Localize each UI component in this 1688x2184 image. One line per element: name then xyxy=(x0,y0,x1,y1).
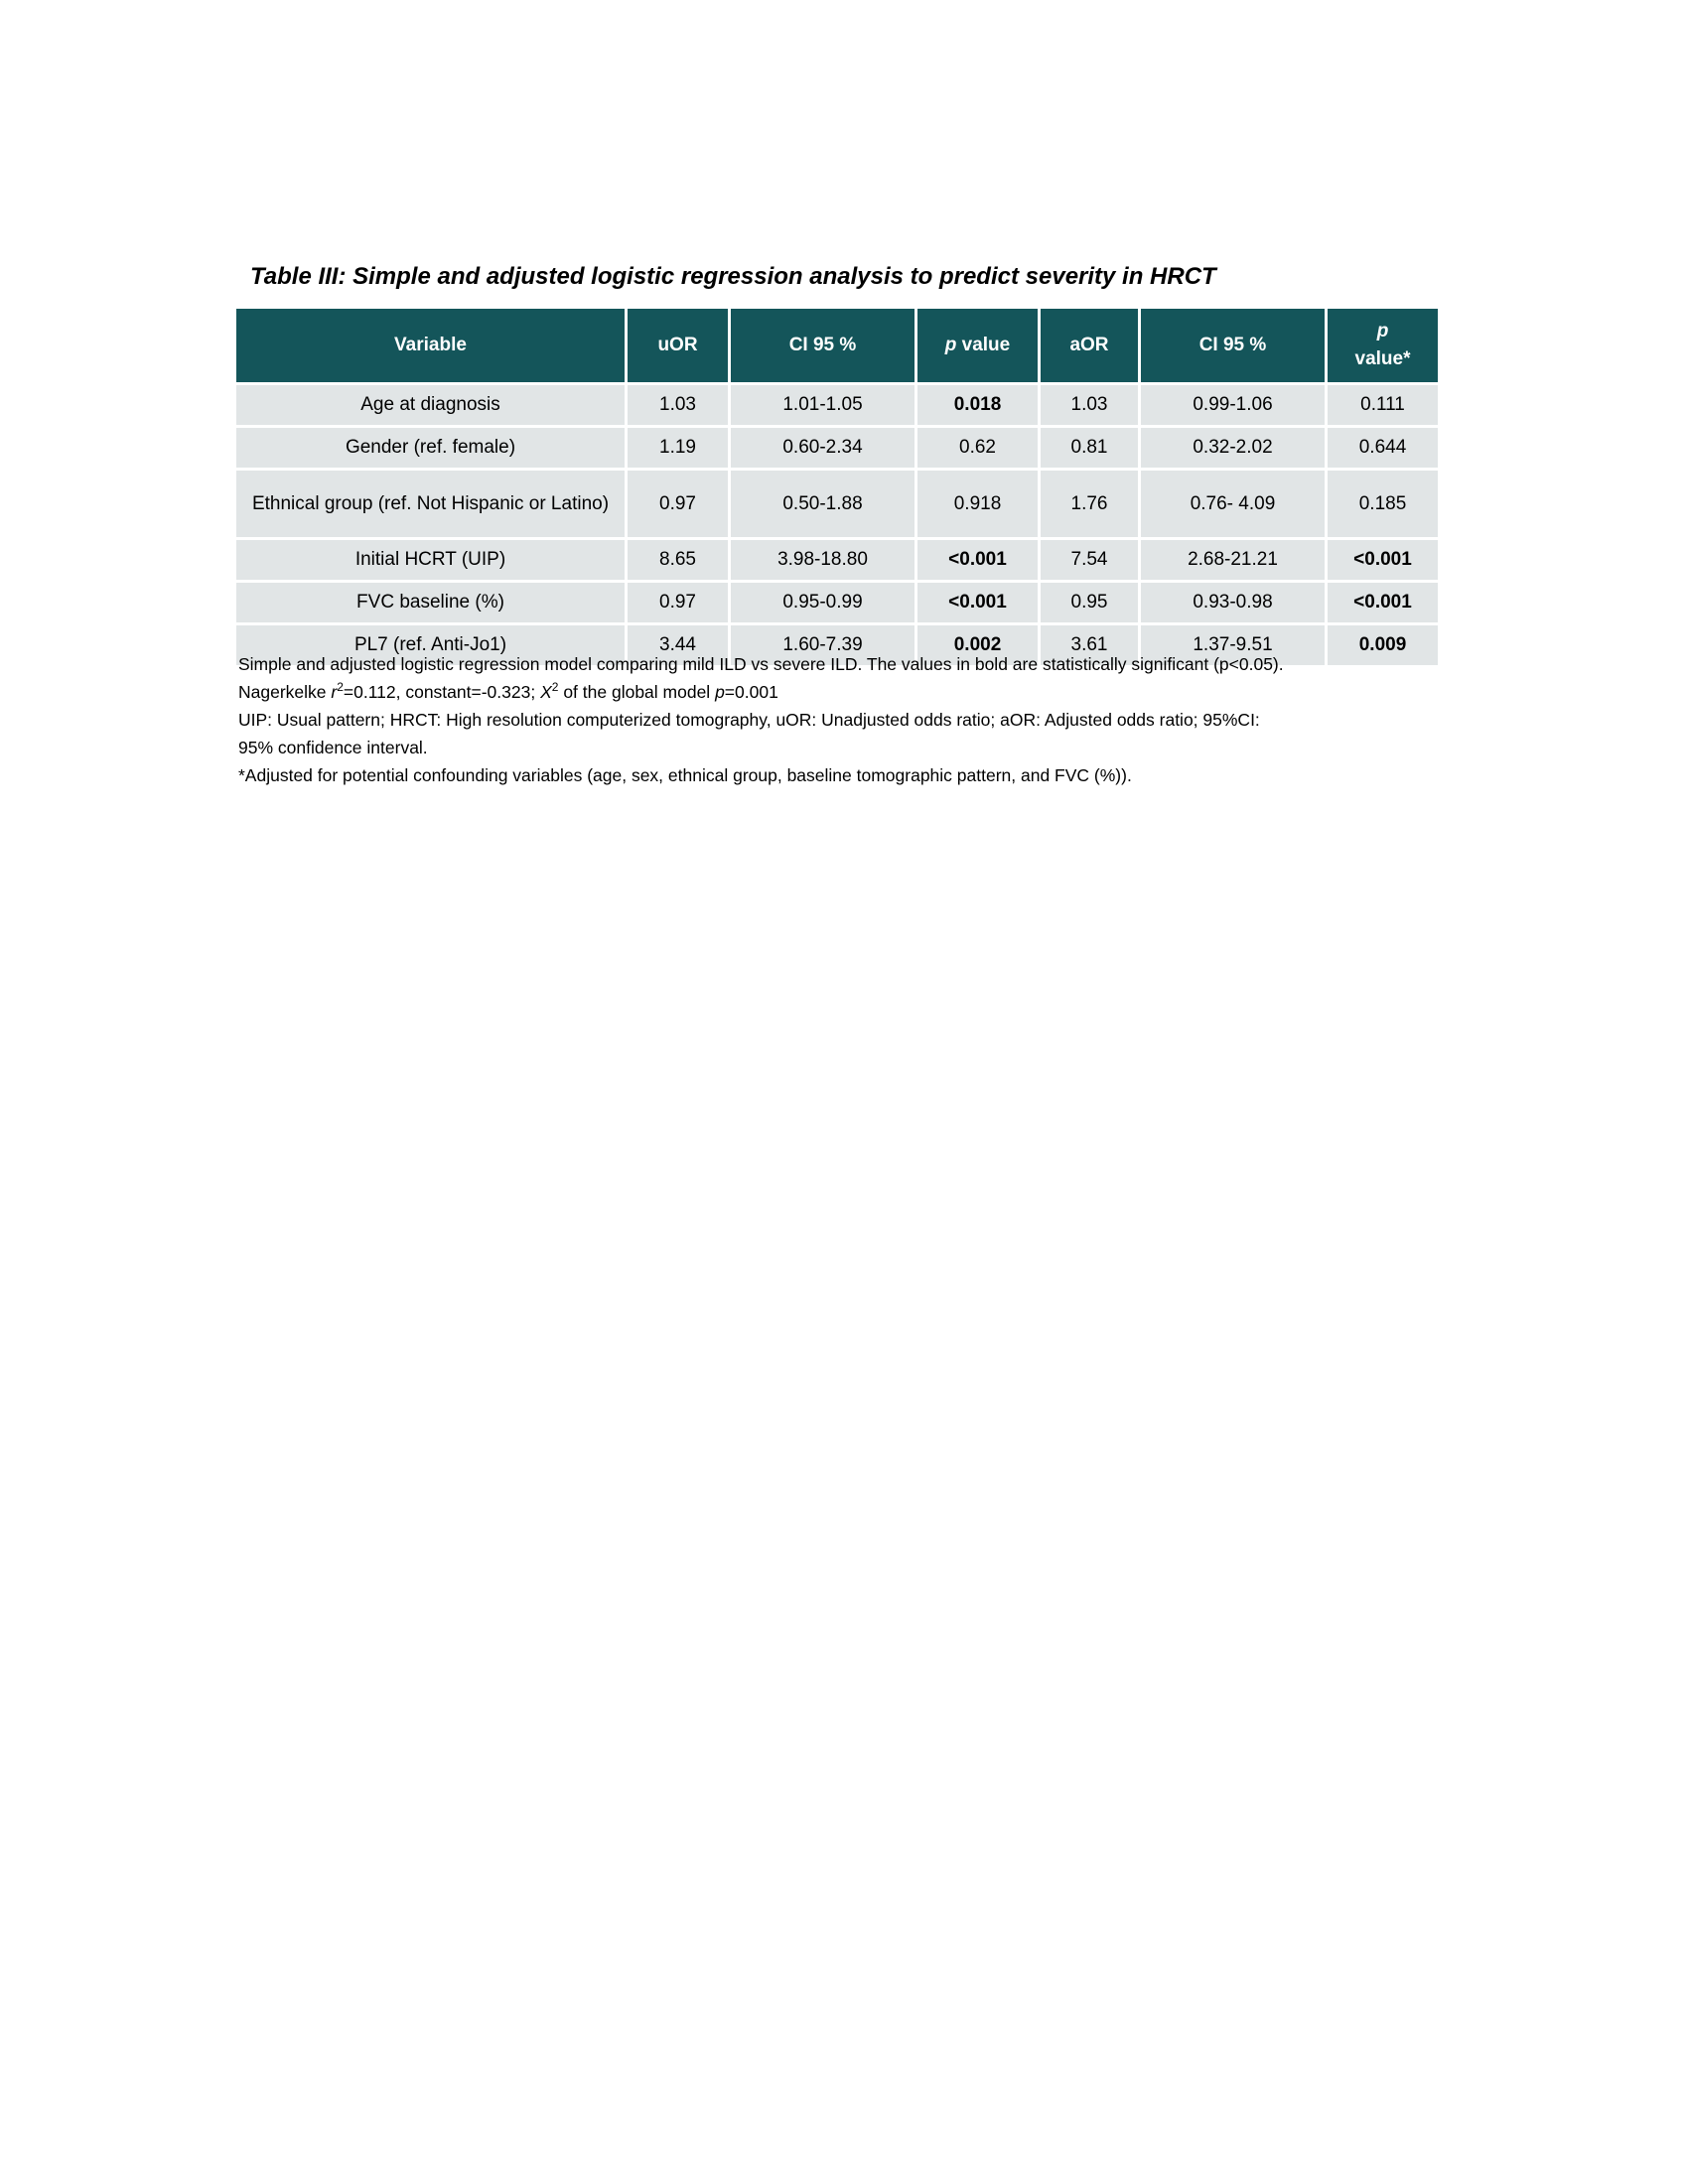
cell-ci95-unadjusted: 1.01-1.05 xyxy=(730,384,916,427)
cell-ci95-adjusted: 0.76- 4.09 xyxy=(1140,470,1327,539)
cell-uor: 1.03 xyxy=(627,384,730,427)
cell-aor: 1.03 xyxy=(1040,384,1140,427)
regression-table xyxy=(233,306,1441,668)
cell-variable: Gender (ref. female) xyxy=(235,427,627,470)
cell-ci95-unadjusted: 0.95-0.99 xyxy=(730,582,916,624)
cell-p-value-adjusted: <0.001 xyxy=(1327,539,1440,582)
col-header-p-value-adjusted xyxy=(1327,308,1440,384)
col-header-variable: Variable xyxy=(235,308,627,384)
table-row-fvc-baseline xyxy=(235,582,1440,624)
cell-aor: 3.61 xyxy=(1040,624,1140,667)
table-body xyxy=(235,384,1440,667)
cell-uor: 0.97 xyxy=(627,470,730,539)
cell-uor: 0.97 xyxy=(627,582,730,624)
footnote-abbreviations: UIP: Usual pattern; HRCT: High resolution computerized tomography, uOR: Unadjusted odds ratio; aOR: Adjusted odds ratio; 95%CI: xyxy=(238,710,1260,730)
table-row-gender xyxy=(235,427,1440,470)
cell-p-value-adjusted: 0.644 xyxy=(1327,427,1440,470)
cell-p-value-unadjusted: 0.62 xyxy=(916,427,1040,470)
p-value-adj-rest: value* xyxy=(1354,348,1411,369)
col-header-ci95-unadjusted: CI 95 % xyxy=(730,308,916,384)
p-value-rest: value xyxy=(956,335,1011,355)
col-header-p-value-unadjusted xyxy=(916,308,1040,384)
cell-p-value-adjusted: 0.185 xyxy=(1327,470,1440,539)
cell-ci95-unadjusted: 3.98-18.80 xyxy=(730,539,916,582)
footnote-abbreviations-cont: 95% confidence interval. xyxy=(238,738,428,757)
table-footnotes xyxy=(238,650,1470,789)
cell-uor: 1.19 xyxy=(627,427,730,470)
cell-ci95-adjusted: 2.68-21.21 xyxy=(1140,539,1327,582)
cell-ci95-unadjusted: 0.60-2.34 xyxy=(730,427,916,470)
cell-variable: Age at diagnosis xyxy=(235,384,627,427)
cell-ci95-adjusted: 0.32-2.02 xyxy=(1140,427,1327,470)
cell-p-value-unadjusted: 0.002 xyxy=(916,624,1040,667)
p-italic: p xyxy=(1376,321,1389,341)
footnote-adjustment: *Adjusted for potential confounding variables (age, sex, ethnical group, baseline tomographic pattern, and FVC (%)). xyxy=(238,765,1132,785)
table-row-initial-hcrt xyxy=(235,539,1440,582)
cell-variable: Ethnical group (ref. Not Hispanic or Latino) xyxy=(235,470,627,539)
regression-table-container xyxy=(233,306,1441,668)
table-row-ethnical-group xyxy=(235,470,1440,539)
cell-p-value-adjusted: 0.111 xyxy=(1327,384,1440,427)
cell-ci95-adjusted: 0.99-1.06 xyxy=(1140,384,1327,427)
cell-p-value-adjusted: 0.009 xyxy=(1327,624,1440,667)
cell-uor: 3.44 xyxy=(627,624,730,667)
footnote-model-stats: Nagerkelke $r^2=0.112$, constant=-0.323; $X^2$ of the global model p=0.001 xyxy=(238,680,778,702)
cell-uor: 8.65 xyxy=(627,539,730,582)
cell-p-value-unadjusted: <0.001 xyxy=(916,582,1040,624)
cell-aor: 0.81 xyxy=(1040,427,1140,470)
cell-p-value-unadjusted: 0.918 xyxy=(916,470,1040,539)
cell-ci95-unadjusted: 1.60-7.39 xyxy=(730,624,916,667)
table-row-age-at-diagnosis xyxy=(235,384,1440,427)
cell-variable: PL7 (ref. Anti-Jo1) xyxy=(235,624,627,667)
cell-p-value-unadjusted: <0.001 xyxy=(916,539,1040,582)
cell-aor: 7.54 xyxy=(1040,539,1140,582)
cell-aor: 1.76 xyxy=(1040,470,1140,539)
header-row xyxy=(235,308,1440,384)
cell-aor: 0.95 xyxy=(1040,582,1140,624)
cell-ci95-adjusted: 0.93-0.98 xyxy=(1140,582,1327,624)
col-header-ci95-adjusted: CI 95 % xyxy=(1140,308,1327,384)
col-header-aor: aOR xyxy=(1040,308,1140,384)
cell-ci95-unadjusted: 0.50-1.88 xyxy=(730,470,916,539)
cell-p-value-adjusted: <0.001 xyxy=(1327,582,1440,624)
col-header-uor: uOR xyxy=(627,308,730,384)
p-italic: p xyxy=(944,335,957,355)
table-title: Table III: Simple and adjusted logistic regression analysis to predict severity in HRCT xyxy=(250,263,1216,290)
table-header xyxy=(235,308,1440,384)
cell-variable: FVC baseline (%) xyxy=(235,582,627,624)
cell-variable: Initial HCRT (UIP) xyxy=(235,539,627,582)
cell-p-value-unadjusted: 0.018 xyxy=(916,384,1040,427)
footnote-significance: Simple and adjusted logistic regression model comparing mild ILD vs severe ILD. The values in bold are statistically significant (p<0.05). xyxy=(238,654,1284,674)
cell-ci95-adjusted: 1.37-9.51 xyxy=(1140,624,1327,667)
